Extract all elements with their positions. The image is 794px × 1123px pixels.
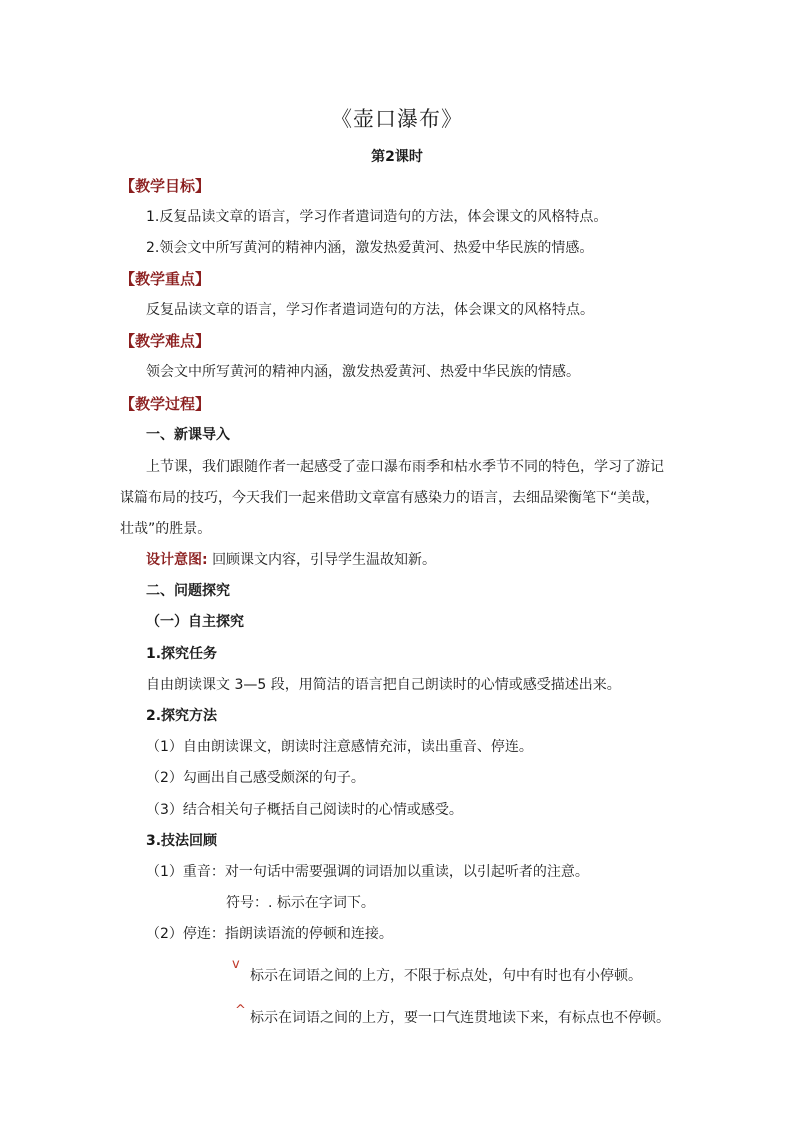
- part1-paragraph-line: 上节课，我们跟随作者一起感受了壶口瀑布雨季和枯水季节不同的特色，学习了游记: [146, 459, 664, 475]
- section-process-heading: 【教学过程】: [120, 395, 211, 413]
- review-heading: 3.技法回顾: [146, 833, 218, 849]
- part1-paragraph-line: 谋篇布局的技巧，今天我们一起来借助文章富有感染力的语言，去细品梁衡笔下“美哉，: [120, 490, 660, 506]
- link-text: 标示在词语之间的上方，要一口气连贯地读下来，有标点也不停顿。: [250, 1010, 670, 1026]
- goal-item: 2.领会文中所写黄河的精神内涵，激发热爱黄河、热爱中华民族的情感。: [146, 240, 594, 256]
- link-mark-icon: ^: [235, 1003, 246, 1018]
- method-item: （1）自由朗读课文，朗读时注意感情充沛，读出重音、停连。: [146, 739, 533, 755]
- lesson-subtitle: 第2课时: [371, 149, 423, 165]
- pause-line: （2）停连：指朗读语流的停顿和连接。: [146, 926, 393, 942]
- lesson-title: 《壶口瀑布》: [331, 107, 463, 131]
- section-goals-heading: 【教学目标】: [120, 177, 211, 195]
- method-item: （2）勾画出自己感受颇深的句子。: [146, 770, 365, 786]
- part1-heading: 一、新课导入: [146, 427, 230, 443]
- pause-text: 标示在词语之间的上方，不限于标点处，句中有时也有小停顿。: [250, 968, 642, 984]
- task-heading: 1.探究任务: [146, 646, 218, 662]
- design-intent: [146, 550, 436, 570]
- sub1-heading: （一）自主探究: [146, 614, 244, 630]
- pause-mark-icon: v: [232, 957, 240, 972]
- method-item: （3）结合相关句子概括自己阅读时的心情或感受。: [146, 802, 463, 818]
- design-intent-text: 回顾课文内容，引导学生温故知新。: [212, 552, 437, 568]
- goal-item: 1.反复品读文章的语言，学习作者遣词造句的方法，体会课文的风格特点。: [146, 209, 608, 225]
- section-difficulty-heading: 【教学难点】: [120, 332, 211, 350]
- stress-line: （1）重音：对一句话中需要强调的词语加以重读，以引起听者的注意。: [146, 864, 589, 880]
- difficulty-text: 领会文中所写黄河的精神内涵，激发热爱黄河、热爱中华民族的情感。: [146, 364, 580, 380]
- symbol-line: 符号：. 标示在字词下。: [226, 895, 375, 911]
- key-text: 反复品读文章的语言，学习作者遣词造句的方法，体会课文的风格特点。: [146, 302, 594, 318]
- design-intent-label: 设计意图:: [146, 552, 208, 568]
- part1-paragraph-line: 壮哉”的胜景。: [120, 521, 212, 537]
- method-heading: 2.探究方法: [146, 708, 218, 724]
- task-text: 自由朗读课文 3—5 段，用简洁的语言把自己朗读时的心情或感受描述出来。: [146, 677, 621, 693]
- section-key-heading: 【教学重点】: [120, 270, 211, 288]
- part2-heading: 二、问题探究: [146, 583, 230, 599]
